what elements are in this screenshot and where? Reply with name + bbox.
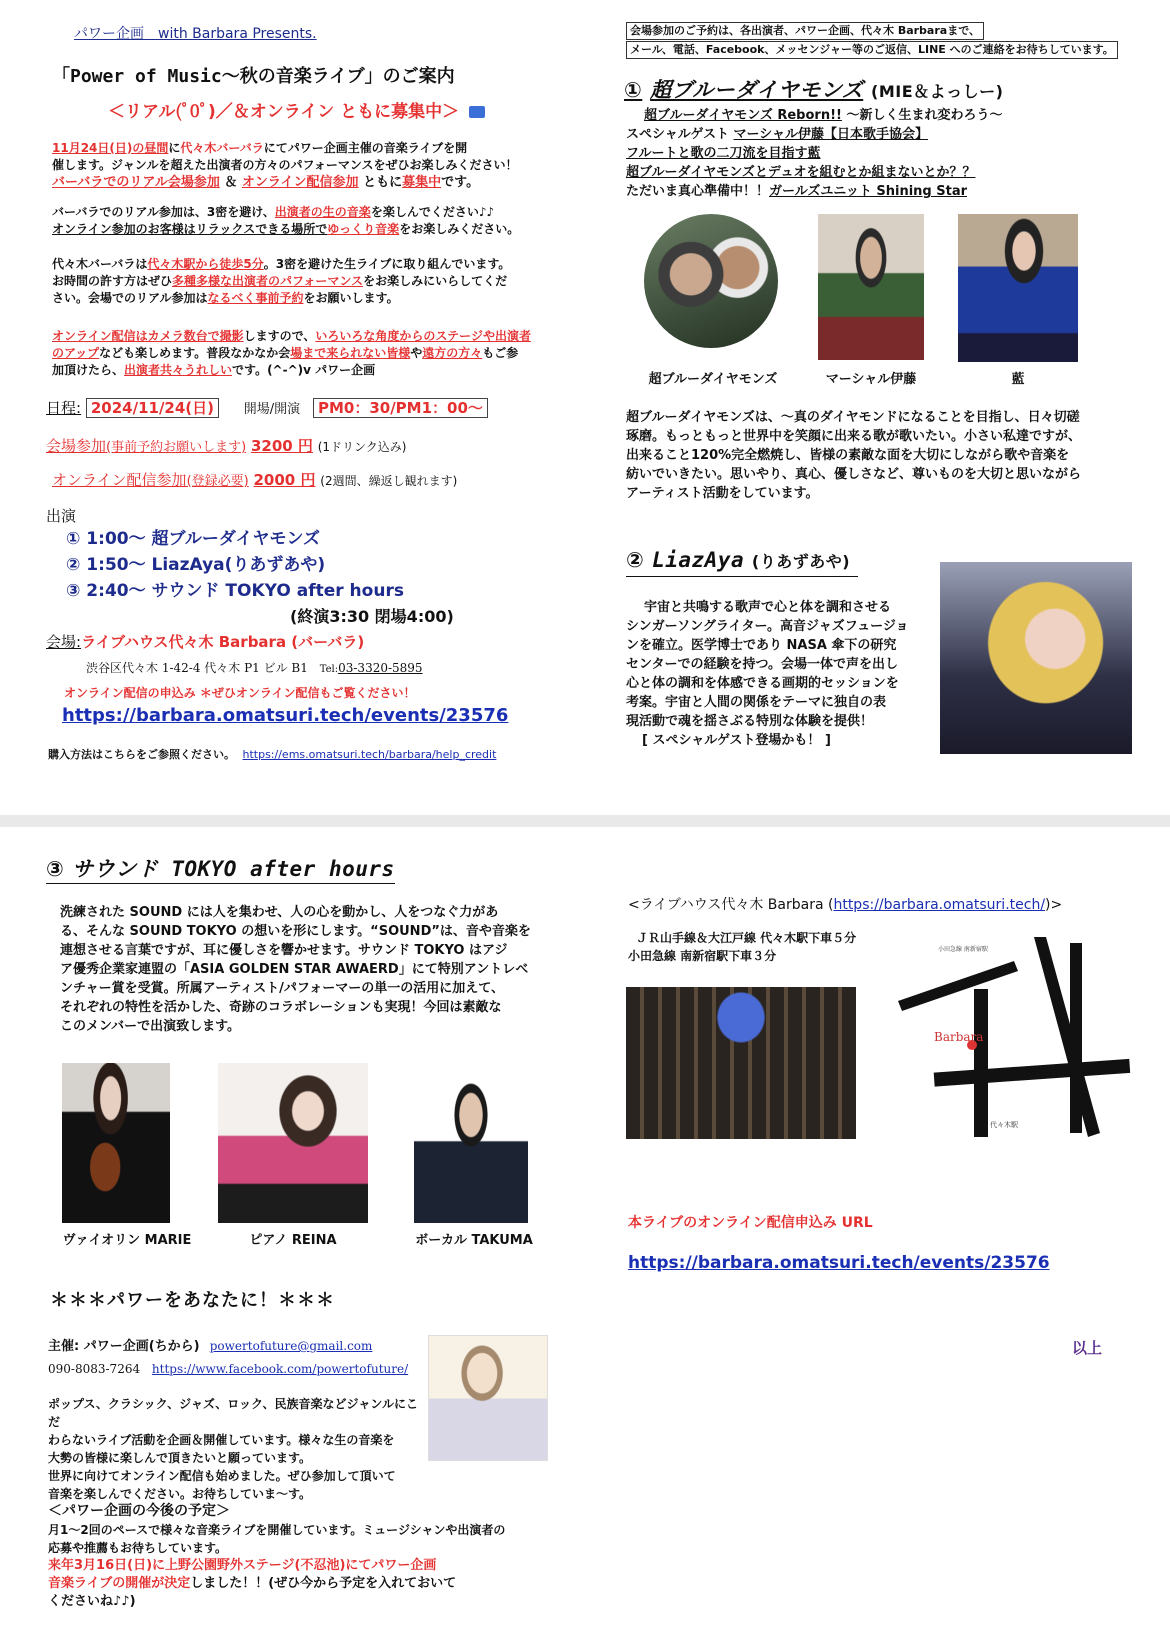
map-road-vertical-left: [974, 989, 988, 1137]
venue-address: 渋谷区代々木 1-42-4 代々木 P1 ビル B1: [86, 661, 308, 675]
desc-line: 世界に向けてオンライン配信も始めました。ぜひ参加して頂いて: [48, 1469, 396, 1483]
reservation-line-2: メール、電話、Facebook、メッセンジャー等のご返信、LINE へのご連絡をお待ちしています。: [626, 41, 1118, 59]
text: もご参: [482, 346, 519, 360]
text: 応募や推薦もお待ちしています。: [48, 1541, 228, 1555]
desc-line: 現活動で魂を揺さぶる特別な体験を提供！: [626, 714, 874, 729]
text: 超ブルーダイヤモンズ Reborn!!: [644, 108, 842, 123]
future-highlight: 来年3月16日(日)に上野公園野外ステージ(不忍池)にてパワー企画: [48, 1558, 437, 1573]
caption-marie: ヴァイオリン MARIE: [62, 1233, 192, 1248]
future-heading: ＜パワー企画の今後の予定＞: [48, 1503, 230, 1519]
access-line: ＪＲ山手線＆大江戸線 代々木駅下車５分: [636, 931, 857, 945]
text: しますので、: [243, 329, 316, 343]
purchase-note: 購入方法はこちらをご参照ください。: [48, 748, 235, 761]
text: です。(^-^)v パワー企画: [232, 363, 376, 377]
text: しました！！(ぜひ今から予定を入れておいて: [190, 1576, 457, 1591]
desc-line: 連想させる言葉ですが、耳に優しさを響かせます。サウンド TOKYO はアジ: [60, 943, 508, 958]
paragraph-4: [52, 328, 572, 379]
section-2-title: LiazAya: [652, 548, 745, 572]
venue-map: [894, 937, 1134, 1137]
section-3-title: サウンド TOKYO after hours: [72, 857, 395, 881]
online-fee-price: 2000 円: [253, 471, 316, 489]
tel-label: Tel:: [319, 664, 339, 675]
venue-fee-note: (事前予約お願いします): [106, 440, 247, 455]
highlight: 出演者の生の音楽: [274, 205, 371, 219]
paragraph-2: [52, 204, 572, 238]
organizer-sketch: [428, 1335, 548, 1461]
recruiting-highlight: 募集中: [402, 175, 442, 190]
caption-reina: ピアノ REINA: [249, 1233, 337, 1248]
text: )>: [1045, 897, 1063, 913]
access-info: [628, 929, 856, 965]
text: 月1～2回のペースで様々な音楽ライブを開催しています。ミュージシャンや出演者の: [48, 1523, 506, 1537]
highlight: なるべく事前予約: [207, 291, 304, 305]
desc-line: 琢磨。もっともっと世界中を笑顔に出来る歌が歌いたい。小さい私達ですが、: [626, 429, 1082, 444]
desc-line: 超ブルーダイヤモンズは、～真のダイヤモンドになることを目指し、日々切磋: [626, 410, 1080, 425]
venue-row: [46, 632, 364, 653]
desc-line: それぞれの特性を活かした、奇跡のコラボレーションも実現！今回は素敵な: [60, 1000, 502, 1015]
map-label-station: 代々木駅: [990, 1121, 1018, 1129]
subtitle-text: ＜リアル(ﾟ0ﾟ)／＆オンライン ともに募集中＞: [108, 102, 460, 122]
organizer-email-link[interactable]: powertofuture@gmail.com: [209, 1339, 373, 1353]
organizer-facebook-link[interactable]: https://www.facebook.com/powertofuture/: [151, 1362, 409, 1376]
section-1-members: (MIE＆よっしー): [871, 82, 1004, 101]
section-3-heading: [46, 855, 395, 884]
date-highlight: 11月24日(日)の昼間: [52, 141, 169, 155]
text: くださいね♪♪): [48, 1594, 136, 1609]
text: を楽しんでください♪♪: [370, 205, 495, 219]
presents-line: パワー企画 with Barbara Presents.: [74, 26, 317, 42]
desc-line: このメンバーで出演致します。: [60, 1019, 241, 1034]
text: マーシャル伊藤【日本歌手協会】: [733, 127, 928, 142]
text: です。: [441, 175, 480, 190]
map-label-road: 小田急線 南新宿駅: [938, 946, 988, 953]
microphone-monitor-icon: [469, 106, 485, 118]
desc-line: る、そんな SOUND TOKYO の想いを形にします。“SOUND”は、音や音楽を: [60, 924, 531, 939]
caption-takuma: ボーカル TAKUMA: [415, 1233, 533, 1248]
text: をお楽しみください。: [399, 222, 520, 236]
desc-line: [ スペシャルゲスト登場かも！ ]: [642, 733, 831, 748]
section-2-reading: (りあずあや): [751, 552, 851, 571]
text: をお楽しみにいらしてくだ: [363, 274, 508, 288]
desc-line: ンチャー賞を受賞。所属アーティスト/パフォーマーの単一の活用に加えて、: [60, 981, 505, 996]
organizer-description: [48, 1395, 428, 1503]
schedule-date: 2024/11/24(日): [86, 398, 219, 418]
highlight: 代々木駅から徒歩5分: [147, 257, 264, 271]
text: なども楽しめます。普段なかなか会: [99, 346, 291, 360]
organizer-phone: 090-8083-7264: [48, 1362, 141, 1376]
online-url-label: 本ライブのオンライン配信申込み URL: [628, 1215, 873, 1231]
marie-photo: [62, 1063, 170, 1223]
map-label-barbara: Barbara: [934, 1030, 984, 1044]
desc-line: 考案。宇宙と人間の関係をテーマに独自の表: [626, 695, 887, 710]
text: 催します。ジャンルを超えた出演者の方々のパフォーマンスをぜひお楽しみください！: [52, 158, 518, 172]
desc-line: 紡いでいきたい。思いやり、真心、優しさなど、尊いものを大切と思いながら: [626, 467, 1082, 482]
reservation-line-1: 会場参加のご予約は、各出演者、パワー企画、代々木 Barbaraまで、: [626, 22, 984, 40]
section-2-heading: [626, 546, 858, 577]
schedule-row: [46, 398, 586, 420]
reservation-note: [626, 22, 1118, 59]
caption-blue-diamonds: 超ブルーダイヤモンズ: [648, 372, 778, 387]
event-url-link[interactable]: https://barbara.omatsuri.tech/events/23576: [62, 705, 509, 726]
online-url-link[interactable]: https://barbara.omatsuri.tech/events/23576: [628, 1253, 1050, 1273]
venue-address-row: [86, 660, 423, 678]
marshall-ito-photo: [818, 214, 924, 360]
venue-fee-price: 3200 円: [250, 437, 313, 455]
end-time: (終演3:30 閉場4:00): [290, 607, 454, 626]
desc-line: 心と体の調和を体感できる画期的セッションを: [626, 676, 899, 691]
text: ただいま真心準備中！！: [626, 184, 770, 199]
venue-name: ライブハウス代々木 Barbara (バーバラ): [81, 633, 365, 651]
performers-label: 出演: [46, 507, 77, 525]
online-fee-row: [52, 470, 592, 492]
event-title: 「Power of Music～秋の音楽ライブ」のご案内: [52, 66, 455, 87]
text: 。3密を避けた生ライブに取り組んでいます。: [263, 257, 511, 271]
schedule-time: PM0：30/PM1：00～: [313, 398, 488, 418]
desc-line: ポップス、クラシック、ジャズ、ロック、民族音楽などジャンルにこだ: [48, 1397, 419, 1429]
section-2-description: [626, 598, 926, 750]
purchase-row: [48, 746, 496, 762]
text: バーバラでのリアル参加は、3密を避け、: [52, 205, 275, 219]
blue-diamonds-photo: [644, 214, 778, 348]
venue-highlight: 代々木バーバラ: [180, 141, 264, 155]
text: さい。会場でのリアル参加は: [52, 291, 208, 305]
schedule-label: 日程:: [46, 399, 82, 417]
desc-line: アーティスト活動をしています。: [626, 486, 819, 501]
map-road-vertical-right: [1070, 943, 1082, 1133]
highlight: オンライン配信はカメラ数台で撮影: [52, 329, 244, 343]
caption-ai: 藍: [1011, 372, 1025, 387]
venue-tel[interactable]: 03-3320-5895: [338, 661, 423, 675]
text: にてパワー企画主催の音楽ライブを開: [263, 141, 468, 155]
online-fee-note: (登録必要): [186, 474, 249, 489]
highlight: いろいろな角度からのステージや出演者: [315, 329, 531, 343]
future-plans: [48, 1521, 588, 1611]
future-highlight: 音楽ライブの開催が決定: [48, 1576, 191, 1591]
desc-line: 宇宙と共鳴する歌声で心と体を調和させる: [644, 600, 892, 615]
venue-fee-label: 会場参加: [46, 437, 107, 455]
intro-paragraph: [52, 140, 572, 191]
text: <ライブハウス代々木 Barbara (: [628, 897, 834, 913]
section-number: ①: [624, 78, 643, 102]
highlight: 遠方の方々: [422, 346, 483, 360]
online-apply-note: オンライン配信の申込み ＊ぜひオンライン配信もご覧ください！: [64, 686, 416, 700]
text: ～新しく生まれ変わろう～: [846, 108, 1003, 123]
venue-heading: [628, 895, 1062, 915]
desc-line: 音楽を楽しんでください。お待ちしていま～す。: [48, 1487, 312, 1501]
text: ＆: [224, 175, 238, 190]
venue-fee-row: [46, 436, 586, 458]
access-line: 小田急線 南新宿駅下車３分: [628, 949, 777, 963]
highlight: 出演者共々うれしい: [124, 363, 233, 377]
text: オンライン参加のお客様はリラックスできる場所で: [52, 222, 328, 236]
desc-line: 洗練された SOUND には人を集わせ、人の心を動かし、人をつなぐ力があ: [60, 905, 499, 920]
ai-photo: [958, 214, 1078, 362]
organizer-block: [48, 1335, 408, 1380]
desc-line: わらないライブ活動を企画＆開催しています。様々な生の音楽を: [48, 1433, 395, 1447]
section-1-heading: [624, 76, 1003, 106]
online-fee-extra: (2週間、繰返し観れます): [320, 474, 458, 488]
desc-line: ンを確立。医学博士であり NASA 傘下の研究: [626, 638, 897, 653]
flyer-page-2: [0, 827, 1170, 1647]
performer-item: ① 1:00～ 超ブルーダイヤモンズ: [66, 529, 320, 549]
venue-url-link[interactable]: https://barbara.omatsuri.tech/: [833, 897, 1046, 913]
highlight: 場まで来られない皆様: [290, 346, 411, 360]
section-1-title: 超ブルーダイヤモンズ: [650, 78, 864, 102]
organizer-label: 主催: パワー企画(ちから): [48, 1339, 200, 1354]
caption-marshall-ito: マーシャル伊藤: [825, 372, 917, 387]
real-highlight: バーバラでのリアル会場参加: [52, 175, 220, 190]
venue-label: 会場:: [46, 633, 82, 651]
highlight: のアップ: [52, 346, 100, 360]
text: スペシャルゲスト: [626, 127, 729, 142]
section-1-intro: [626, 106, 1003, 201]
desc-line: シンガーソングライター。高音ジャズフュージョ: [626, 619, 909, 634]
performer-item: ② 1:50～ LiazAya(りあずあや): [66, 555, 326, 575]
section-1-description: [626, 408, 1146, 503]
highlight: 多種多様な出演者のパフォーマンス: [172, 274, 364, 288]
performer-list: [66, 526, 404, 604]
desc-line: ア優秀企業家連盟の「ASIA GOLDEN STAR AWAERD」にて特別アントレベ: [60, 962, 529, 977]
section-number: ③: [46, 857, 65, 881]
text: をお願いします。: [303, 291, 399, 305]
text: 代々木バーバラは: [52, 257, 148, 271]
performer-item: ③ 2:40～ サウンド TOKYO after hours: [66, 581, 404, 601]
end-mark: 以上: [1072, 1339, 1103, 1357]
highlight: ゆっくり音楽: [327, 222, 400, 236]
desc-line: センターでの経験を持つ。会場一体で声を出し: [626, 657, 898, 672]
power-heading: ＊＊＊パワーをあなたに！＊＊＊: [50, 1290, 335, 1311]
text: や: [410, 346, 423, 360]
event-subtitle: [108, 100, 485, 124]
section-3-description: [60, 903, 570, 1036]
text: ともに: [363, 175, 403, 190]
text: ガールズユニット Shining Star: [769, 184, 968, 199]
online-fee-label: オンライン配信参加: [52, 471, 187, 489]
desc-line: 大勢の皆様に楽しんで頂きたいと願っています。: [48, 1451, 312, 1465]
text: に: [168, 141, 181, 155]
online-highlight: オンライン配信参加: [241, 175, 359, 190]
flyer-page-1: [0, 0, 1170, 815]
open-label: 開場/開演: [243, 402, 301, 417]
text: フルートと歌の二刀流を目指す藍: [626, 146, 821, 161]
venue-interior-photo: [626, 987, 856, 1139]
text: 超ブルーダイヤモンズとデュオを組むとか組まないとか？？: [626, 165, 976, 180]
reina-photo: [218, 1063, 368, 1223]
liazaya-photo: [940, 562, 1132, 754]
section-number: ②: [626, 548, 645, 572]
text: お時間の許す方はぜひ: [52, 274, 173, 288]
desc-line: 出来ること120%完全燃焼し、皆様の素敵な面を大切にしながら歌や音楽を: [626, 448, 1070, 463]
takuma-photo: [414, 1073, 528, 1223]
venue-fee-extra: (1ドリンク込み): [317, 440, 407, 454]
text: 加頂けたら、: [52, 363, 125, 377]
paragraph-3: [52, 256, 572, 307]
purchase-url-link[interactable]: https://ems.omatsuri.tech/barbara/help_credit: [242, 748, 497, 761]
